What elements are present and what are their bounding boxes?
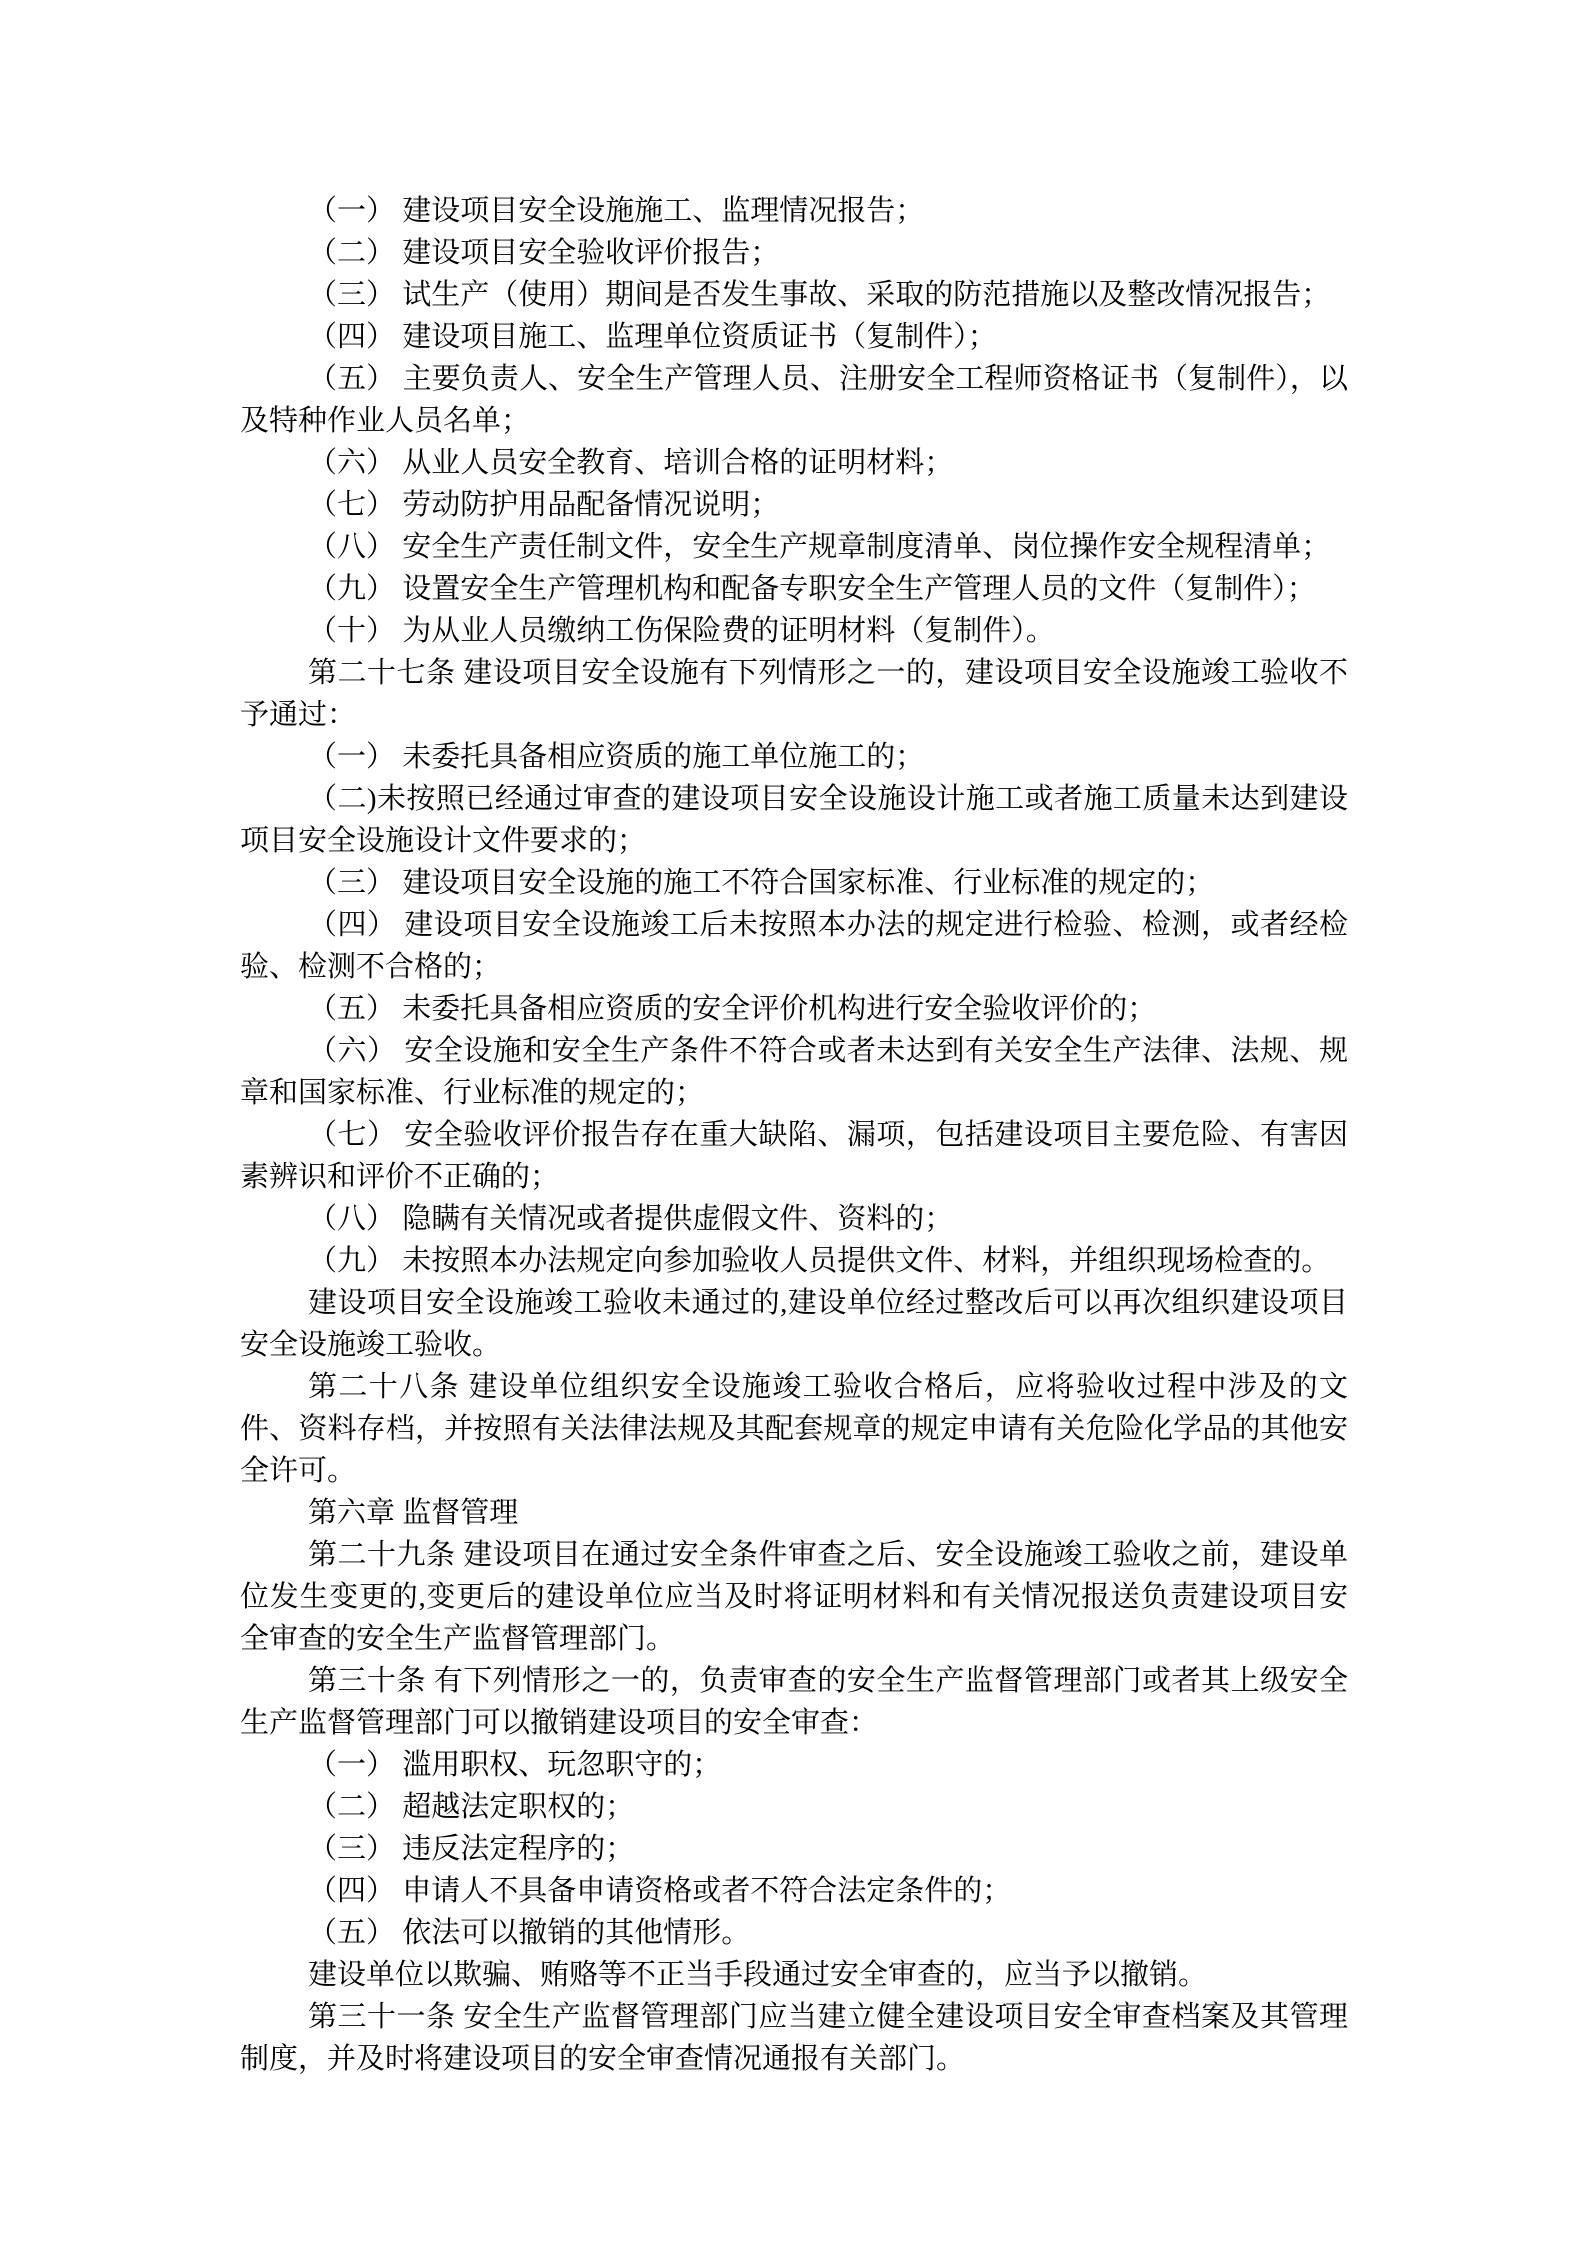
article-30-paragraph: 第三十条 有下列情形之一的，负责审查的安全生产监督管理部门或者其上级安全生产监督管理部门可以撤销建设项目的安全审查：: [240, 1665, 1348, 1739]
list-item: （六） 从业人员安全教育、培训合格的证明材料；: [308, 447, 954, 479]
list-item: （二） 建设项目安全验收评价报告；: [308, 237, 780, 269]
body-paragraph: 建设项目安全设施竣工验收未通过的,建设单位经过整改后可以再次组织建设项目安全设施竣工验收。: [240, 1287, 1348, 1361]
list-item: （七） 安全验收评价报告存在重大缺陷、漏项，包括建设项目主要危险、有害因素辨识和评价不正确的；: [240, 1119, 1348, 1193]
list-item: （三） 试生产（使用）期间是否发生事故、采取的防范措施以及整改情况报告；: [308, 279, 1331, 311]
list-item: （三） 违反法定程序的；: [308, 1833, 635, 1865]
list-item: （二)未按照已经通过审查的建设项目安全设施设计施工或者施工质量未达到建设项目安全设施设计文件要求的；: [240, 783, 1348, 857]
list-item: （一） 建设项目安全设施施工、监理情况报告；: [308, 195, 925, 227]
list-item: （四） 建设项目安全设施竣工后未按照本办法的规定进行检验、检测，或者经检验、检测不合格的；: [240, 909, 1348, 983]
list-item: （八） 隐瞒有关情况或者提供虚假文件、资料的；: [308, 1203, 954, 1235]
list-item: （九） 设置安全生产管理机构和配备专职安全生产管理人员的文件（复制件）；: [308, 573, 1316, 605]
list-item: （十） 为从业人员缴纳工伤保险费的证明材料（复制件）。: [308, 615, 1055, 647]
list-item: （五） 未委托具备相应资质的安全评价机构进行安全验收评价的；: [308, 993, 1157, 1025]
list-item: （一） 未委托具备相应资质的施工单位施工的；: [308, 741, 925, 773]
article-27-paragraph: 第二十七条 建设项目安全设施有下列情形之一的，建设项目安全设施竣工验收不予通过：: [240, 657, 1348, 731]
list-item: （八） 安全生产责任制文件，安全生产规章制度清单、岗位操作安全规程清单；: [308, 531, 1331, 563]
article-31-paragraph: 第三十一条 安全生产监督管理部门应当建立健全建设项目安全审查档案及其管理制度，并及时将建设项目的安全审查情况通报有关部门。: [240, 2001, 1348, 2075]
article-28-paragraph: 第二十八条 建设单位组织安全设施竣工验收合格后，应将验收过程中涉及的文件、资料存档，并按照有关法律法规及其配套规章的规定申请有关危险化学品的其他安全许可。: [240, 1371, 1348, 1487]
list-item: （五） 主要负责人、安全生产管理人员、注册安全工程师资格证书（复制件），以及特种作业人员名单；: [240, 363, 1348, 437]
list-item: （五） 依法可以撤销的其他情形。: [308, 1917, 751, 1949]
list-item: （七） 劳动防护用品配备情况说明；: [308, 489, 780, 521]
list-item: （九） 未按照本办法规定向参加验收人员提供文件、材料，并组织现场检查的。: [308, 1245, 1331, 1277]
list-item: （二） 超越法定职权的；: [308, 1791, 635, 1823]
list-item: （三） 建设项目安全设施的施工不符合国家标准、行业标准的规定的；: [308, 867, 1215, 899]
list-item: （一） 滥用职权、玩忽职守的；: [308, 1749, 722, 1781]
list-item: （四） 申请人不具备申请资格或者不符合法定条件的；: [308, 1875, 1012, 1907]
chapter-heading: 第六章 监督管理: [308, 1497, 519, 1529]
document-text-block: [240, 190, 1348, 2080]
list-item: （六） 安全设施和安全生产条件不符合或者未达到有关安全生产法律、法规、规章和国家标准、行业标准的规定的；: [240, 1035, 1348, 1109]
article-29-paragraph: 第二十九条 建设项目在通过安全条件审查之后、安全设施竣工验收之前，建设单位发生变更的,变更后的建设单位应当及时将证明材料和有关情况报送负责建设项目安全审查的安全生产监督管理部门。: [240, 1539, 1348, 1655]
list-item: （四） 建设项目施工、监理单位资质证书（复制件）；: [308, 321, 997, 353]
body-paragraph: 建设单位以欺骗、贿赂等不正当手段通过安全审查的，应当予以撤销。: [308, 1959, 1208, 1991]
